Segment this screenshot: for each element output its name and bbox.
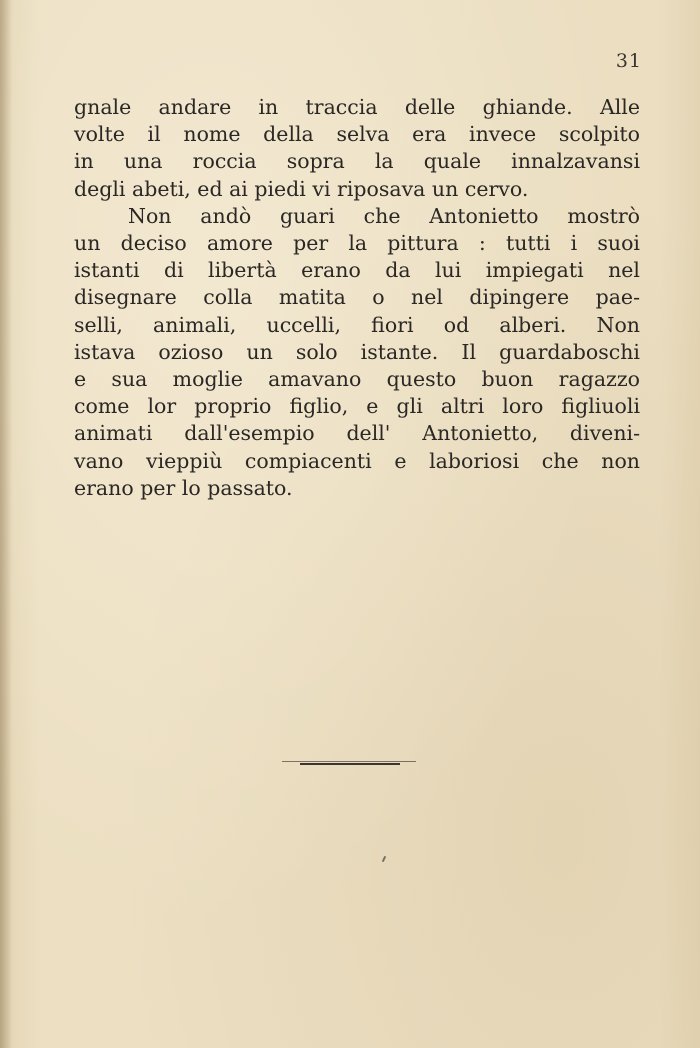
page-spine-shadow: [0, 0, 12, 1048]
body-text: [74, 94, 640, 502]
text-line: erano per lo passato.: [74, 475, 293, 500]
text-line: un deciso amore per la pittura : tutti i suoi: [74, 231, 640, 256]
page-number: 31: [615, 50, 642, 72]
ornament-thick-rule: [300, 763, 400, 765]
text-line: animati dall'esempio dell' Antonietto, diveni-: [74, 421, 640, 446]
section-end-ornament: [282, 761, 416, 766]
text-line: vano vieppiù compiacenti e laboriosi che non: [74, 448, 640, 473]
text-line: istava ozioso un solo istante. Il guardaboschi: [74, 339, 640, 364]
text-line: come lor proprio figlio, e gli altri loro figliuoli: [74, 394, 640, 419]
text-line: volte il nome della selva era invece scolpito: [74, 122, 640, 147]
text-line: in una roccia sopra la quale innalzavansi: [74, 149, 640, 174]
ornament-thin-rule: [282, 761, 416, 762]
text-line: istanti di libertà erano da lui impiegati nel: [74, 258, 640, 283]
text-line: e sua moglie amavano questo buon ragazzo: [74, 367, 640, 392]
text-line: selli, animali, uccelli, fiori od alberi. Non: [74, 312, 640, 337]
text-line: disegnare colla matita o nel dipingere pae-: [74, 285, 640, 310]
text-line-paragraph-start: Non andò guari che Antonietto mostrò: [128, 203, 640, 228]
text-line: degli abeti, ed ai piedi vi riposava un cervo.: [74, 176, 529, 201]
text-line: gnale andare in traccia delle ghiande. Alle: [74, 95, 640, 119]
paper-speck: [382, 856, 386, 862]
